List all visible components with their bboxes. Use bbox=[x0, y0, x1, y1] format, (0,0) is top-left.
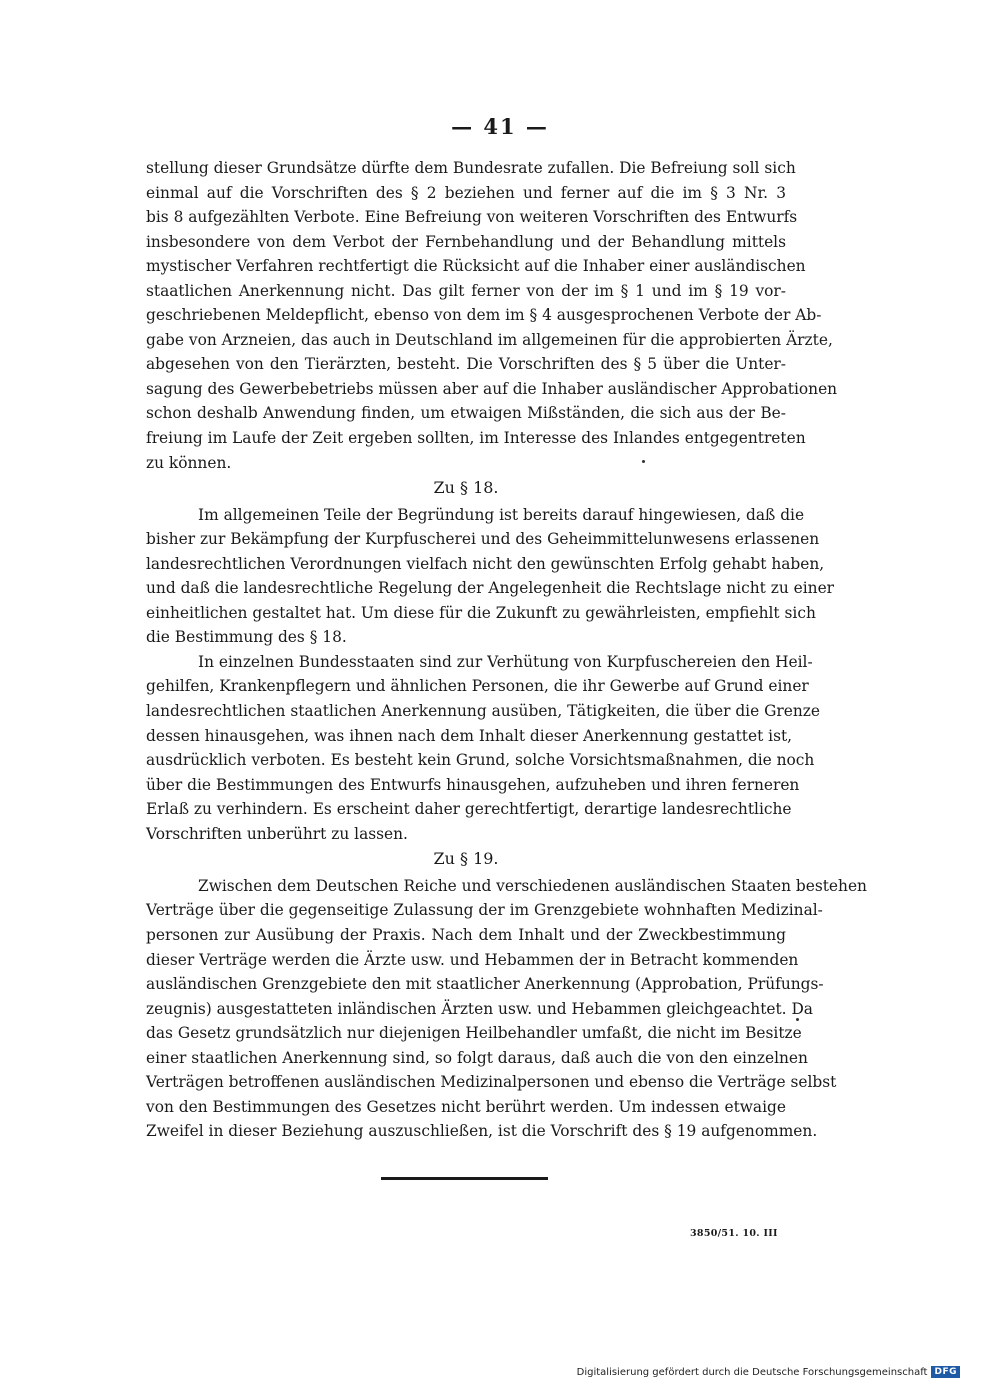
text-line: dieser Verträge werden die Ärzte usw. und Hebammen der in Betracht kommenden bbox=[146, 950, 799, 969]
text-line: zu können. bbox=[146, 453, 232, 472]
text-line: stellung dieser Grundsätze dürfte dem Bundesrate zufallen. Die Befreiung soll sich bbox=[146, 159, 796, 177]
text-line: und daß die landesrechtliche Regelung der Angelegenheit die Rechtslage nicht zu einer bbox=[146, 579, 835, 598]
text-line: ausländischen Grenzgebiete den mit staatlicher Anerkennung (Approbation, Prüfungs- bbox=[146, 975, 824, 994]
text-line: mystischer Verfahren rechtfertigt die Rücksicht auf die Inhaber einer ausländischen bbox=[146, 257, 806, 276]
text-line: geschriebenen Meldepflicht, ebenso von dem im § 4 ausgesprochenen Verbote der Ab- bbox=[146, 306, 822, 325]
text-line: landesrechtlichen Verordnungen vielfach nicht den gewünschten Erfolg gehabt haben, bbox=[146, 554, 825, 573]
text-line: Erlaß zu verhindern. Es erscheint daher gerechtfertigt, derartige landesrechtliche bbox=[146, 800, 792, 819]
text-line: einer staatlichen Anerkennung sind, so folgt daraus, daß auch die von den einzelnen bbox=[146, 1048, 808, 1067]
paragraph-4 bbox=[146, 874, 867, 1144]
section-heading-18: Zu § 18. bbox=[433, 478, 499, 498]
text-line: einmal auf die Vorschriften des § 2 beziehen und ferner auf die im § 3 Nr. 3 bbox=[146, 183, 786, 202]
text-line: schon deshalb Anwendung finden, um etwaigen Mißständen, die sich aus der Be- bbox=[146, 404, 786, 423]
text-line: bisher zur Bekämpfung der Kurpfuscherei und des Geheimmittelunwesens erlassenen bbox=[146, 530, 820, 549]
text-line: landesrechtlichen staatlichen Anerkennung ausüben, Tätigkeiten, die über die Grenze bbox=[146, 702, 820, 721]
page-number: — 41 — bbox=[451, 114, 549, 139]
text-line: dessen hinausgehen, was ihnen nach dem Inhalt dieser Anerkennung gestattet ist, bbox=[146, 726, 793, 745]
text-line: über die Bestimmungen des Entwurfs hinausgehen, aufzuheben und ihren ferneren bbox=[146, 775, 800, 794]
text-line: Im allgemeinen Teile der Begründung ist bereits darauf hingewiesen, daß die bbox=[198, 505, 805, 524]
main-text bbox=[146, 156, 867, 1144]
section-heading-19: Zu § 19. bbox=[433, 849, 499, 869]
text-line: einheitlichen gestaltet hat. Um diese für die Zukunft zu gewährleisten, empfiehlt sich bbox=[146, 603, 816, 622]
text-line: insbesondere von dem Verbot der Fernbehandlung und der Behandlung mittels bbox=[146, 232, 786, 251]
text-line: von den Bestimmungen des Gesetzes nicht berührt werden. Um indessen etwaige bbox=[146, 1097, 786, 1116]
text-line: In einzelnen Bundesstaaten sind zur Verhütung von Kurpfuschereien den Heil- bbox=[198, 652, 813, 671]
text-line: abgesehen von den Tierärzten, besteht. Die Vorschriften des § 5 über die Unter- bbox=[146, 355, 786, 374]
text-line: Zwischen dem Deutschen Reiche und verschiedenen ausländischen Staaten bestehen bbox=[198, 876, 867, 895]
paragraph-3 bbox=[146, 650, 820, 846]
text-line: gabe von Arzneien, das auch in Deutschland im allgemeinen für die approbierten Ärzte, bbox=[146, 330, 833, 349]
text-line: gehilfen, Krankenpflegern und ähnlichen Personen, die ihr Gewerbe auf Grund einer bbox=[146, 677, 809, 696]
text-line: die Bestimmung des § 18. bbox=[146, 628, 347, 647]
scan-speck bbox=[642, 460, 645, 463]
footer-text: Digitalisierung gefördert durch die Deutsche Forschungsgemeinschaft bbox=[576, 1366, 928, 1378]
text-line: sagung des Gewerbebetriebs müssen aber auf die Inhaber ausländischer Approbationen bbox=[146, 379, 838, 398]
text-line: Zweifel in dieser Beziehung auszuschließen, ist die Vorschrift des § 19 aufgenommen. bbox=[146, 1122, 818, 1141]
text-line: zeugnis) ausgestatteten inländischen Ärzten usw. und Hebammen gleichgeachtet. Da bbox=[146, 999, 813, 1018]
text-line: ausdrücklich verboten. Es besteht kein Grund, solche Vorsichtsmaßnahmen, die noch bbox=[146, 751, 815, 770]
dfg-logo-icon: DFG bbox=[931, 1366, 960, 1378]
text-line: Vorschriften unberührt zu lassen. bbox=[146, 824, 408, 843]
text-line: das Gesetz grundsätzlich nur diejenigen Heilbehandler umfaßt, die nicht im Besitze bbox=[146, 1024, 802, 1043]
text-line: Verträgen betroffenen ausländischen Medizinalpersonen und ebenso die Verträge selbst bbox=[146, 1073, 837, 1092]
paragraph-1 bbox=[146, 156, 838, 475]
print-reference: 3850/51. 10. III bbox=[690, 1228, 778, 1239]
paragraph-2 bbox=[146, 503, 835, 650]
text-line: freiung im Laufe der Zeit ergeben sollten, im Interesse des Inlandes entgegentreten bbox=[146, 429, 806, 448]
scan-speck bbox=[796, 1018, 799, 1021]
text-line: staatlichen Anerkennung nicht. Das gilt ferner von der im § 1 und im § 19 vor- bbox=[146, 281, 786, 300]
digitization-footer bbox=[577, 1366, 960, 1378]
text-line: Verträge über die gegenseitige Zulassung der im Grenzgebiete wohnhaften Medizinal- bbox=[146, 901, 823, 920]
text-line: bis 8 aufgezählten Verbote. Eine Befreiung von weiteren Vorschriften des Entwurfs bbox=[146, 208, 798, 227]
end-rule bbox=[381, 1177, 548, 1180]
text-line: personen zur Ausübung der Praxis. Nach dem Inhalt und der Zweckbestimmung bbox=[146, 925, 786, 944]
